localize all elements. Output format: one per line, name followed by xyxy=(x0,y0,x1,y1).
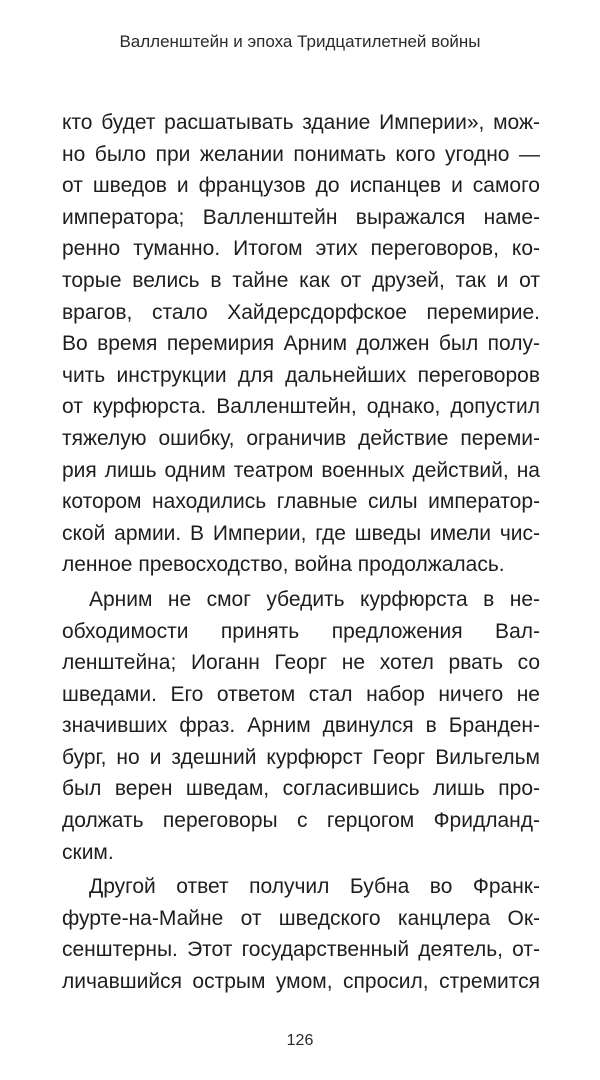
page-body xyxy=(62,107,540,998)
text-line: торые велись в тайне как от друзей, так и от xyxy=(62,268,540,292)
text-line: значивших фраз. Арним двинулся в Бранден- xyxy=(62,714,540,738)
text-line: Другой ответ получил Бубна во Франк- xyxy=(89,875,540,899)
paragraph-1 xyxy=(62,107,540,581)
text-line: ским. xyxy=(62,840,114,864)
text-line: обходимости принять предложения Вал- xyxy=(62,619,540,643)
text-line: рия лишь одним театром военных действий, на xyxy=(62,458,540,482)
text-line: шведами. Его ответом стал набор ничего не xyxy=(62,682,540,706)
text-line: императора; Валленштейн выражался наме- xyxy=(62,205,540,229)
text-line: был верен шведам, согласившись лишь про- xyxy=(62,777,540,801)
text-line: ской армии. В Империи, где шведы имели чис- xyxy=(62,521,540,545)
text-line: котором находились главные силы император- xyxy=(62,490,540,514)
text-line: сенштерны. Этот государственный деятель, от- xyxy=(62,938,540,962)
text-line: врагов, стало Хайдерсдорфское перемирие. xyxy=(62,300,540,324)
text-line: ленное превосходство, война продолжалась. xyxy=(62,553,505,577)
text-line: Во время перемирия Арним должен был полу- xyxy=(62,332,540,356)
text-line: но было при желании понимать кого угодно — xyxy=(62,142,540,166)
text-line: тяжелую ошибку, ограничив действие переми- xyxy=(62,426,540,450)
text-line: от шведов и французов до испанцев и самого xyxy=(62,174,540,198)
text-line: ленштейна; Иоганн Георг не хотел рвать со xyxy=(62,651,540,675)
paragraph-2 xyxy=(62,584,540,868)
text-line: от курфюрста. Валленштейн, однако, допустил xyxy=(62,395,540,419)
page-number: 126 xyxy=(286,1032,314,1049)
text-line: фурте-на-Майне от шведского канцлера Ок- xyxy=(62,906,540,930)
text-line: чить инструкции для дальнейших переговоров xyxy=(62,363,540,387)
text-line: бург, но и здешний курфюрст Георг Вильгельм xyxy=(62,745,540,769)
paragraph-3 xyxy=(62,871,540,997)
running-header: Валленштейн и эпоха Тридцатилетней войны xyxy=(119,32,481,51)
text-line: личавшийся острым умом, спросил, стремится xyxy=(62,970,540,994)
text-line: должать переговоры с герцогом Фридланд- xyxy=(62,809,540,833)
text-line: ренно туманно. Итогом этих переговоров, ко- xyxy=(62,237,540,261)
text-line: кто будет расшатывать здание Империи», мож- xyxy=(62,111,540,134)
text-line: Арним не смог убедить курфюрста в не- xyxy=(89,587,540,611)
